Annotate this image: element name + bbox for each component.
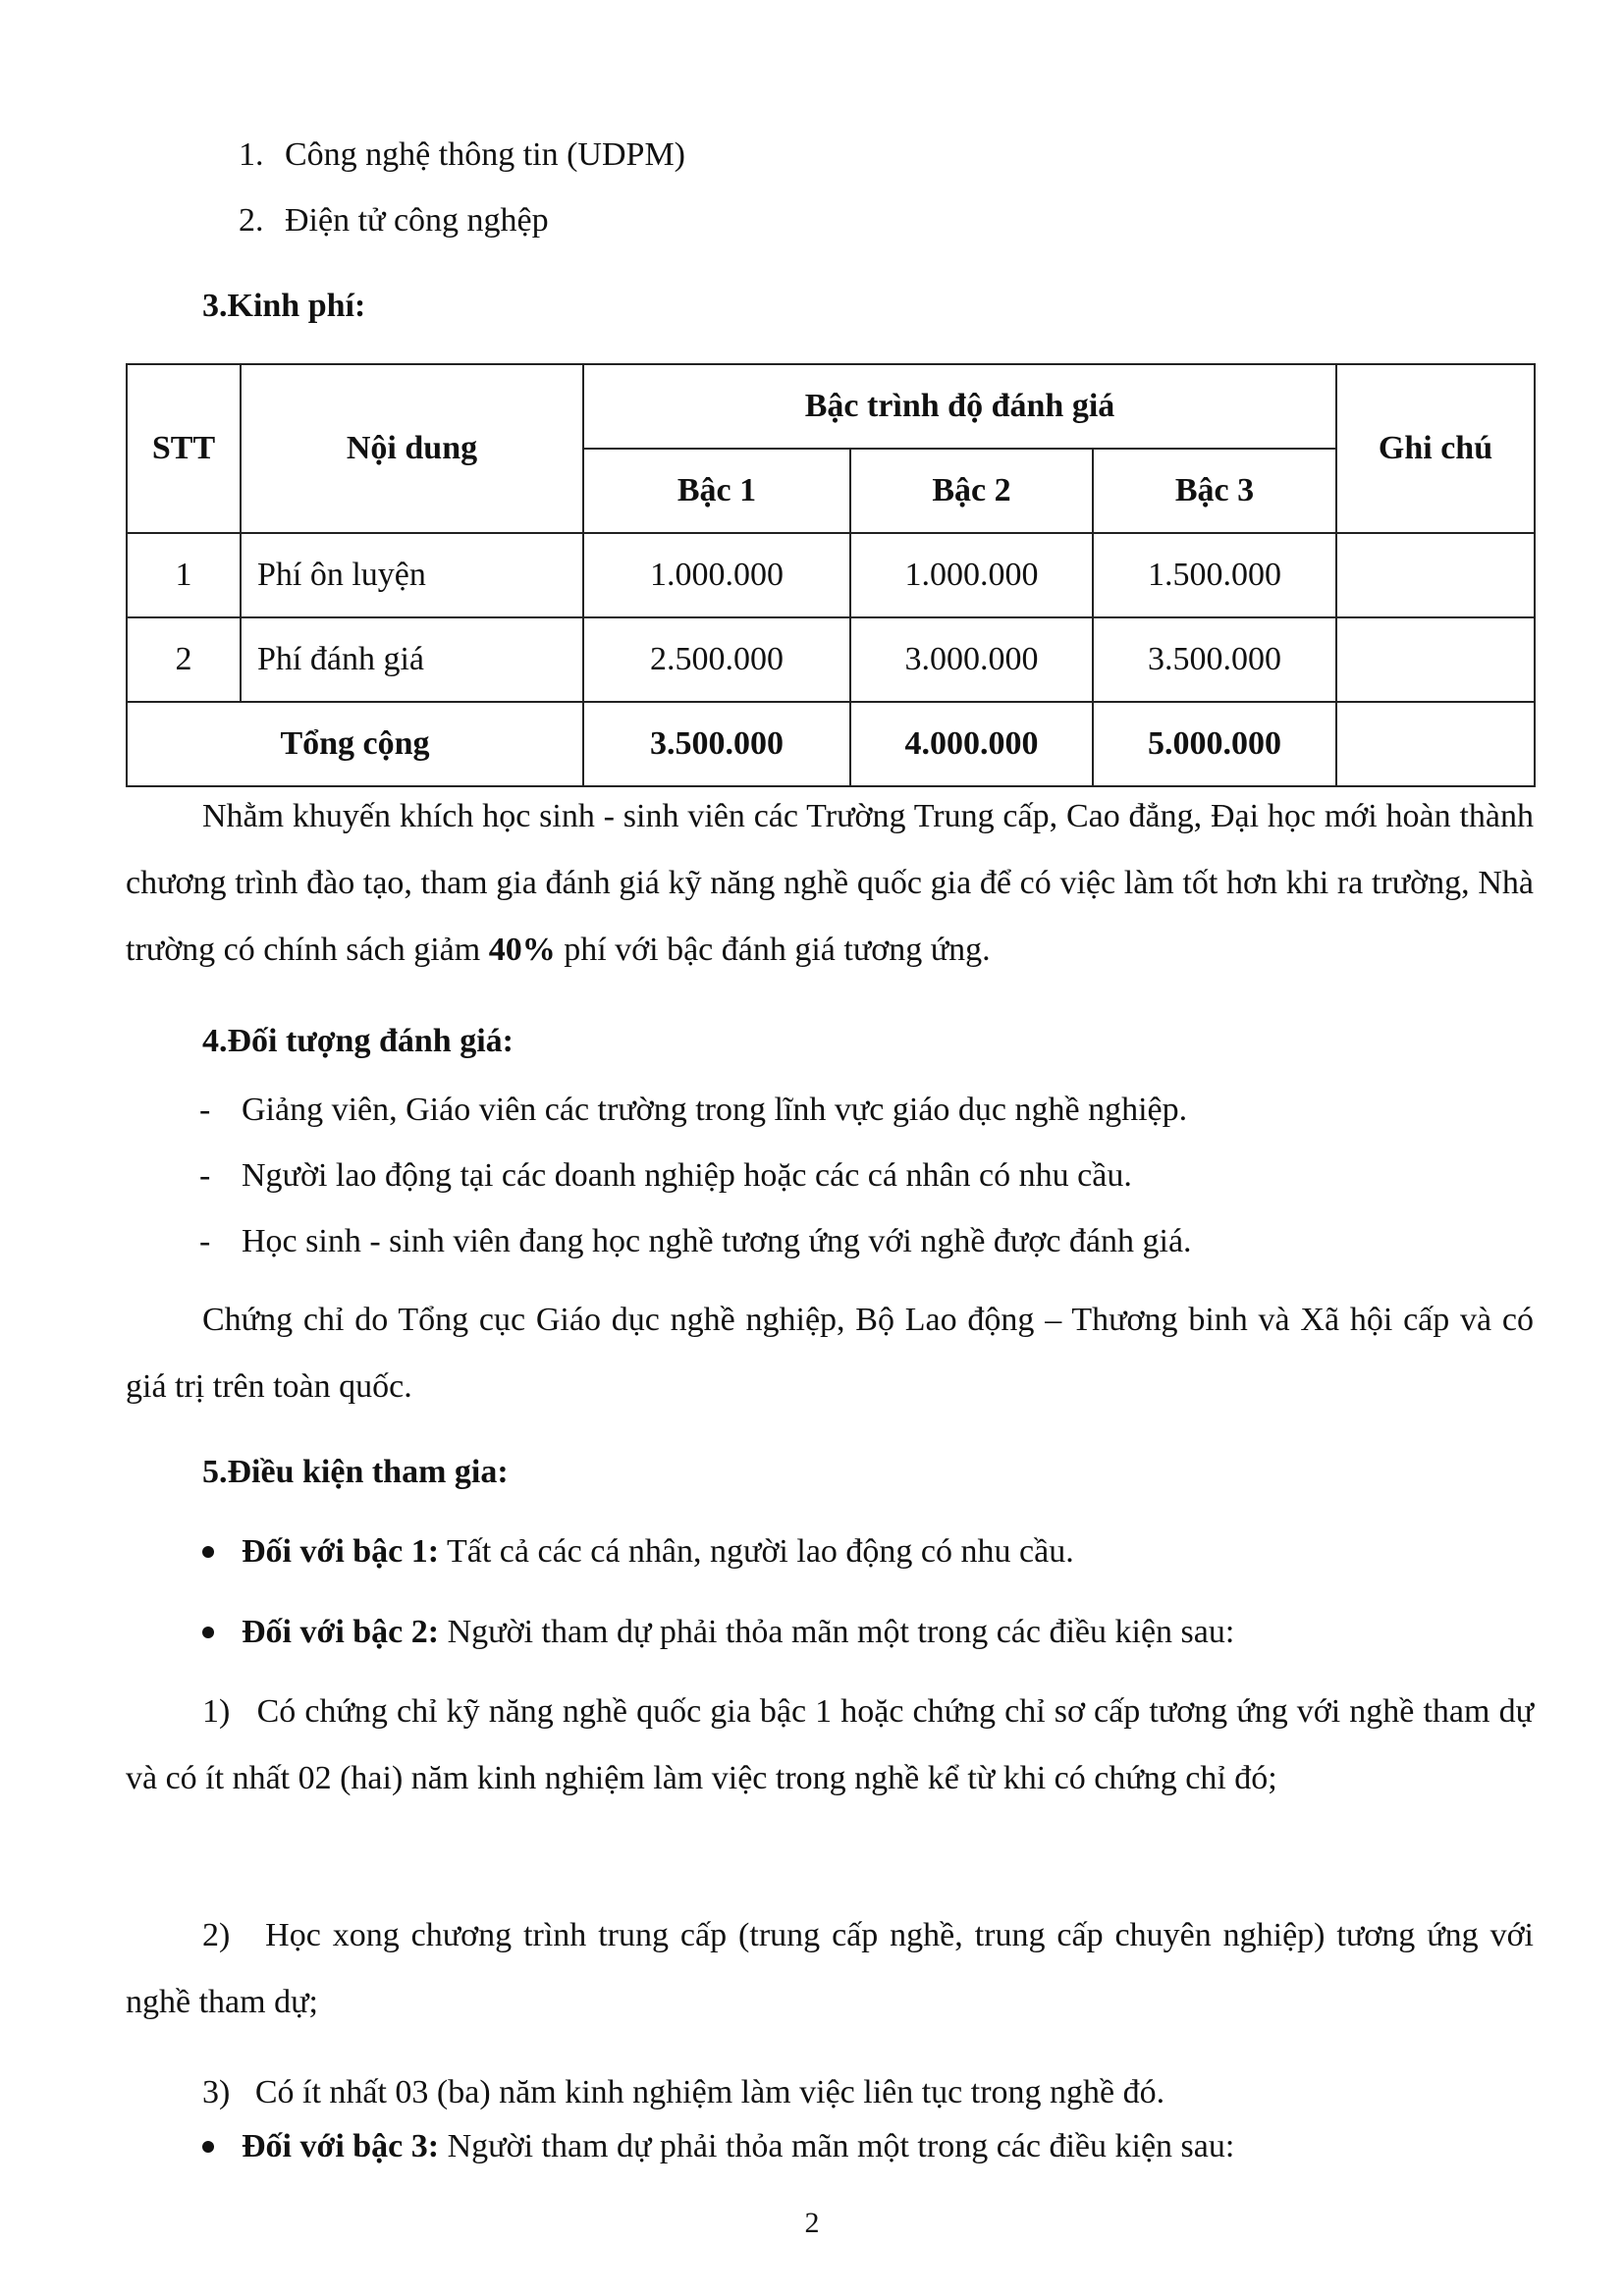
condition-item: 3) Có ít nhất 03 (ba) năm kinh nghiệm làm việc liên tục trong nghề đó. [202,2074,1165,2110]
dash-bullet: - [199,1223,211,1259]
cell-level-2: 1.000.000 [850,533,1093,617]
header-level-3: Bậc 3 [1093,449,1336,533]
condition-item: 1) Có chứng chỉ kỹ năng nghề quốc gia bậc 1 hoặc chứng chỉ sơ cấp tương ứng với nghề tham dự và có ít nhất 02 (hai) năm kinh nghiệm làm việc trong nghề kể từ khi có chứng chỉ đó; [126,1693,1534,1796]
list-item: 1. [239,136,264,173]
certificate-paragraph: Chứng chỉ do Tổng cục Giáo dục nghề nghiệp, Bộ Lao động – Thương binh và Xã hội cấp và có giá trị trên toàn quốc. [126,1302,1534,1405]
discount-percent: 40% [488,932,556,968]
fee-table [126,363,1536,787]
table-row [127,533,1535,617]
cell-level-1: 1.000.000 [583,533,850,617]
table-row [127,617,1535,702]
cell-level-3: 1.500.000 [1093,533,1336,617]
total-level-3: 5.000.000 [1093,702,1336,786]
list-item: Người lao động tại các doanh nghiệp hoặc các cá nhân có nhu cầu. [242,1157,1132,1194]
total-level-1: 3.500.000 [583,702,850,786]
list-item: Giảng viên, Giáo viên các trường trong lĩnh vực giáo dục nghề nghiệp. [242,1092,1188,1128]
condition-item: 2) Học xong chương trình trung cấp (trung cấp nghề, trung cấp chuyên nghiệp) tương ứng với nghề tham dự; [126,1917,1535,2020]
cell-stt: 1 [127,533,241,617]
cell-level-2: 3.000.000 [850,617,1093,702]
header-level-group: Bậc trình độ đánh giá [583,364,1336,449]
total-level-2: 4.000.000 [850,702,1093,786]
list-item-text: Điện tử công nghệp [285,202,549,239]
page-number: 2 [804,2207,820,2239]
cell-content: Phí ôn luyện [241,533,583,617]
header-content: Nội dung [241,364,583,533]
header-stt: STT [127,364,241,533]
section-heading: 3.Kinh phí: [202,288,366,324]
dash-bullet: - [199,1157,211,1194]
bullet-icon [202,1627,214,1638]
section-heading: 4.Đối tượng đánh giá: [202,1023,514,1059]
list-item: 2. [239,202,264,239]
list-item-text: Công nghệ thông tin (UDPM) [285,136,685,173]
discount-paragraph: Nhằm khuyến khích học sinh - sinh viên các Trường Trung cấp, Cao đẳng, Đại học mới hoàn thành chương trình đào tạo, tham gia đánh giá kỹ năng nghề quốc gia để có việc làm tốt hơn khi ra trường, Nhà trường có chính sách giảm 40% phí với bậc đánh giá tương ứng. [126,798,1534,968]
dash-bullet: - [199,1092,211,1128]
header-level-1: Bậc 1 [583,449,850,533]
list-item: Học sinh - sinh viên đang học nghề tương ứng với nghề được đánh giá. [242,1223,1192,1259]
header-note: Ghi chú [1336,364,1535,533]
cell-stt: 2 [127,617,241,702]
cell-level-3: 3.500.000 [1093,617,1336,702]
header-level-2: Bậc 2 [850,449,1093,533]
level-3-condition: Đối với bậc 3: Người tham dự phải thỏa mãn một trong các điều kiện sau: [242,2128,1235,2164]
level-2-condition: Đối với bậc 2: Người tham dự phải thỏa mãn một trong các điều kiện sau: [242,1614,1235,1650]
cell-content: Phí đánh giá [241,617,583,702]
cell-note [1336,617,1535,702]
total-label: Tổng cộng [127,702,583,786]
cell-level-1: 2.500.000 [583,617,850,702]
section-heading: 5.Điều kiện tham gia: [202,1454,509,1490]
cell-note [1336,533,1535,617]
bullet-icon [202,2141,214,2153]
table-total-row [127,702,1535,786]
bullet-icon [202,1546,214,1558]
level-1-condition: Đối với bậc 1: Tất cả các cá nhân, người lao động có nhu cầu. [242,1533,1074,1570]
total-note [1336,702,1535,786]
